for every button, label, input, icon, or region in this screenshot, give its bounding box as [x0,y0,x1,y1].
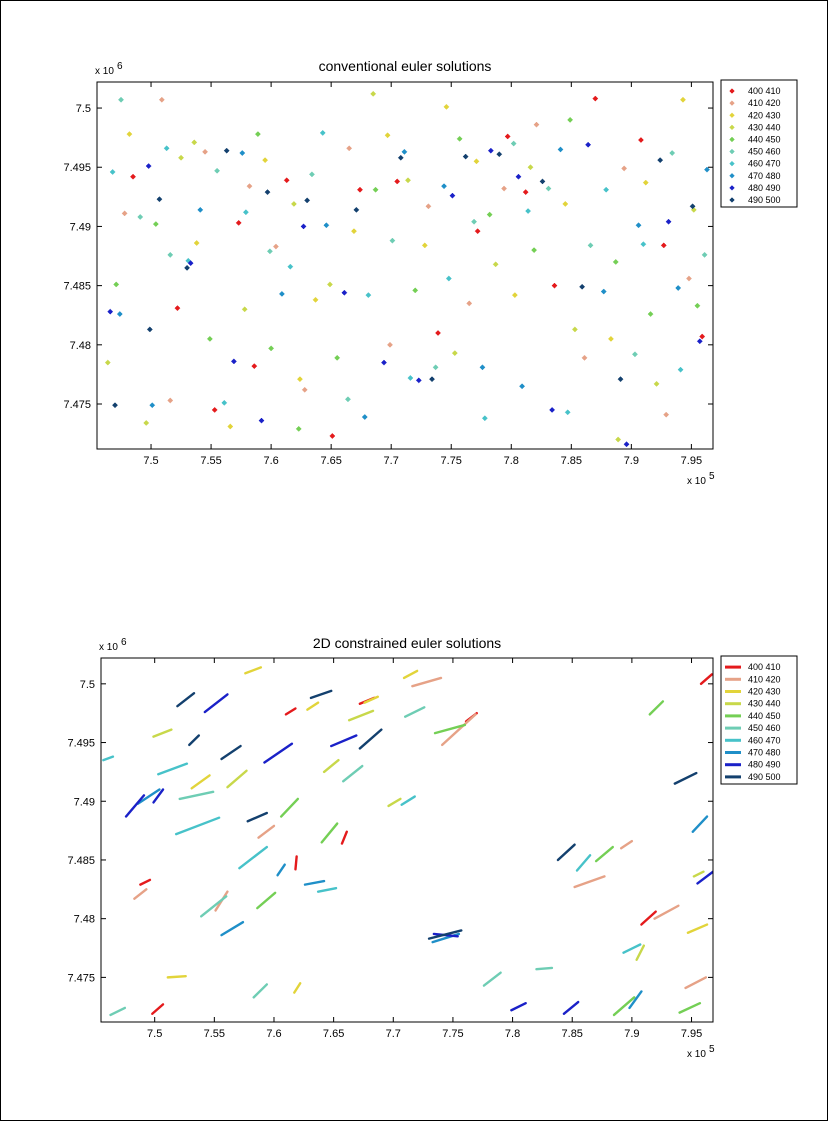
plot-area [101,658,713,1022]
conventional-euler-figure [1,1,827,561]
y-exponent-power: 6 [117,61,123,72]
x-tick-label: 7.65 [320,455,342,467]
x-tick-label: 7.7 [383,455,399,467]
data-segment [536,968,552,969]
x-tick-label: 7.55 [200,455,222,467]
legend-label: 450 460 [748,723,781,734]
y-exponent-power: 6 [121,637,127,648]
x-tick-label: 7.75 [440,455,462,467]
chart-title: conventional euler solutions [318,58,492,74]
legend-label: 430 440 [748,122,781,133]
data-segment [168,976,186,977]
chart-title: 2D constrained euler solutions [312,635,502,651]
x-exponent-label: x 10 [687,476,706,487]
legend-label: 410 420 [748,674,781,685]
y-tick-label: 7.5 [75,103,91,116]
x-tick-label: 7.95 [680,455,703,467]
constrained-euler-figure [1,561,827,1120]
legend-label: 460 470 [748,735,781,746]
y-tick-label: 7.495 [63,162,91,175]
y-tick-label: 7.475 [63,399,91,412]
x-tick-label: 7.5 [147,1028,163,1040]
x-tick-label: 7.9 [624,1028,640,1040]
legend-label: 440 450 [748,134,781,145]
x-tick-label: 7.9 [623,455,639,467]
legend-label: 490 500 [748,194,781,205]
x-exponent-label: x 10 [687,1049,706,1060]
legend-label: 450 460 [748,146,781,157]
y-tick-label: 7.48 [69,339,91,352]
x-tick-label: 7.7 [385,1028,401,1040]
legend-label: 430 440 [748,698,781,709]
x-tick-label: 7.8 [503,455,519,467]
x-tick-label: 7.55 [203,1028,226,1040]
x-exponent-power: 5 [709,471,715,482]
y-tick-label: 7.49 [73,796,95,809]
y-exponent-label: x 10 [99,642,118,653]
x-tick-label: 7.5 [143,455,159,467]
x-tick-label: 7.85 [561,1028,583,1040]
legend-label: 440 450 [748,710,781,721]
x-tick-label: 7.6 [263,455,279,467]
y-tick-label: 7.475 [67,972,95,985]
x-tick-label: 7.6 [266,1028,282,1040]
legend-label: 400 410 [748,86,781,97]
legend-label: 470 480 [748,170,781,181]
y-tick-label: 7.485 [63,280,91,293]
data-segment [295,856,296,869]
legend-label: 470 480 [748,747,781,758]
legend-label: 420 430 [748,686,781,697]
plot-area [97,82,713,449]
legend-label: 420 430 [748,110,781,121]
x-tick-label: 7.85 [560,455,583,467]
y-exponent-label: x 10 [95,66,114,77]
legend-label: 480 490 [748,182,781,193]
x-tick-label: 7.8 [504,1028,521,1040]
y-tick-label: 7.49 [69,221,91,234]
x-tick-label: 7.65 [322,1028,345,1040]
x-exponent-power: 5 [709,1044,715,1055]
x-tick-label: 7.75 [442,1028,464,1040]
legend-label: 490 500 [748,771,781,782]
x-tick-label: 7.95 [680,1028,703,1040]
y-tick-label: 7.48 [73,913,95,926]
legend-label: 410 420 [748,98,781,109]
y-tick-label: 7.485 [67,854,95,867]
y-tick-label: 7.5 [79,678,95,691]
y-tick-label: 7.495 [67,737,95,750]
legend-label: 400 410 [748,662,781,673]
legend-label: 480 490 [748,759,781,770]
legend-label: 460 470 [748,158,781,169]
